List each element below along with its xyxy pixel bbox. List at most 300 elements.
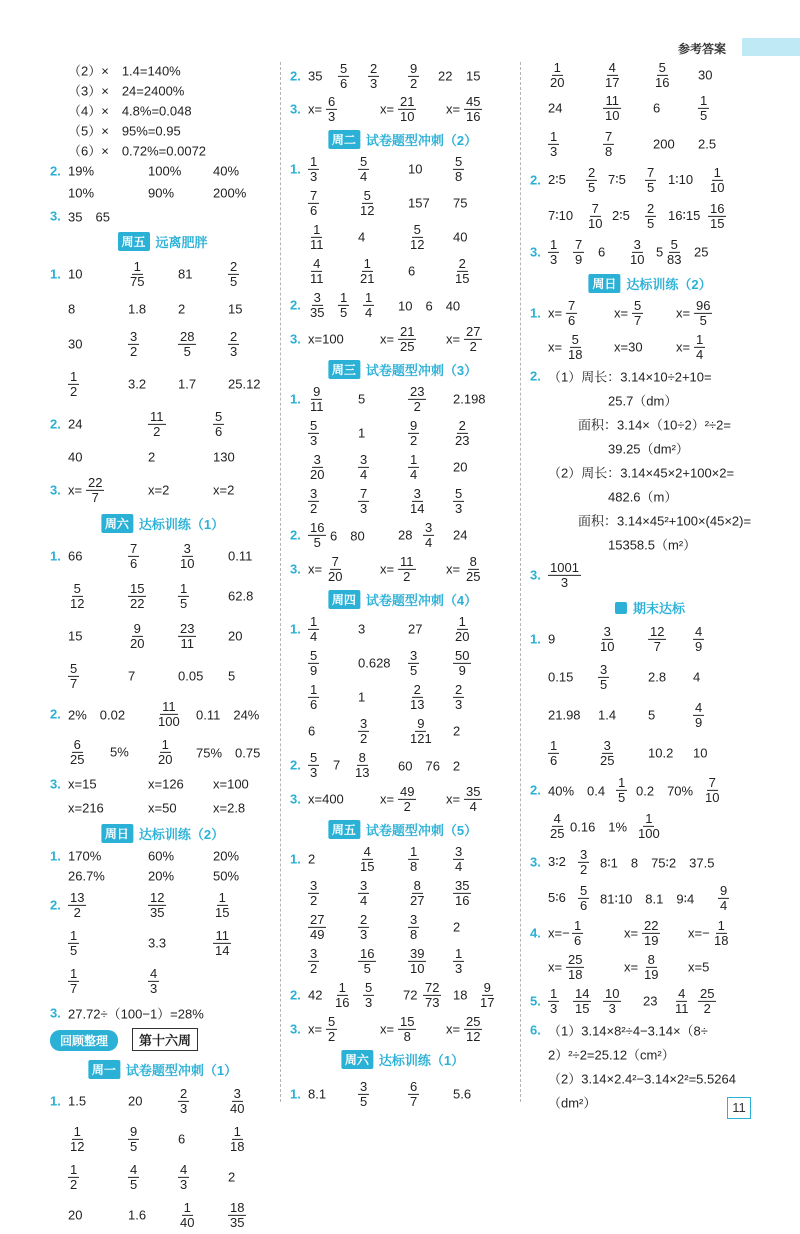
denominator: 5 — [230, 273, 238, 289]
answer-row — [290, 680, 515, 714]
numerator: 14 — [575, 985, 590, 1001]
denominator: 2 — [310, 892, 318, 908]
numerator: 9 — [313, 383, 321, 399]
fraction — [645, 202, 656, 230]
answer-row — [50, 846, 275, 866]
answer-row — [530, 126, 770, 162]
answer-value: 6 80 — [330, 528, 365, 544]
question-number: 1. — [530, 631, 541, 647]
fraction — [178, 330, 196, 358]
answer-value: 20 — [68, 1207, 83, 1223]
numerator: 5 — [571, 331, 579, 347]
fraction — [308, 189, 319, 217]
answer-value: 35 — [308, 68, 323, 84]
numerator: 16 — [310, 519, 325, 535]
answer-value: 5 — [648, 707, 656, 723]
numerator: 5 — [670, 236, 678, 252]
answer-value: x= — [446, 561, 461, 577]
fraction — [548, 987, 559, 1015]
fraction — [358, 1080, 369, 1108]
numerator: 2 — [458, 417, 466, 433]
fraction — [603, 61, 621, 89]
answer-value: 40% 0.4 — [548, 783, 606, 799]
answer-row — [290, 842, 515, 876]
numerator: 4 — [180, 1161, 188, 1177]
section-day-tag: 周四 — [328, 590, 360, 609]
numerator: 3 — [310, 945, 318, 961]
answer-value: 81∶10 8.1 9∶4 — [600, 891, 695, 907]
numerator: 2 — [588, 164, 596, 180]
answer-row — [530, 198, 770, 234]
denominator: 7 — [70, 675, 78, 691]
answer-row — [50, 1120, 275, 1158]
answer-value: x= — [380, 1021, 395, 1037]
numerator: 7 — [575, 236, 583, 252]
denominator: 18 — [568, 346, 583, 362]
answer-value: 30 — [698, 67, 713, 83]
denominator: 83 — [667, 251, 682, 267]
answer-row — [290, 382, 515, 416]
numerator: 23 — [410, 383, 425, 399]
fraction — [603, 94, 621, 122]
answer-row — [50, 160, 275, 182]
question-number: 1. — [530, 305, 541, 321]
fraction — [453, 683, 464, 711]
denominator: 10 — [588, 215, 603, 231]
answer-row — [50, 100, 275, 120]
denominator: 10 — [605, 107, 620, 123]
question-number: 3. — [50, 208, 61, 224]
answer-row — [290, 60, 515, 92]
answer-value: x= — [446, 101, 461, 117]
section-title: 达标训练（1） — [138, 517, 225, 532]
answer-row — [50, 1000, 275, 1026]
denominator: 5 — [313, 534, 321, 550]
fraction — [358, 257, 376, 285]
answer-value: （2）× 1.4=140% — [68, 63, 181, 79]
fraction — [453, 649, 471, 677]
numerator: 1 — [618, 774, 626, 790]
answer-row — [50, 140, 275, 160]
answer-row — [530, 696, 770, 734]
answer-value: 10 — [693, 745, 708, 761]
denominator: 20 — [455, 628, 470, 644]
section-title: 试卷题型冲刺（4） — [365, 593, 478, 608]
fraction — [128, 330, 139, 358]
numerator: 3 — [360, 451, 368, 467]
answer-value: 2∶5 — [548, 172, 566, 187]
numerator: 3 — [633, 236, 641, 252]
denominator: 12 — [360, 202, 375, 218]
fraction — [363, 981, 374, 1009]
denominator: 22 — [130, 595, 145, 611]
numerator: 16 — [710, 200, 725, 216]
numerator: 3 — [233, 1085, 241, 1101]
question-number: 1. — [50, 848, 61, 864]
numerator: 5 — [580, 882, 588, 898]
fraction — [148, 891, 166, 919]
numerator: 1 — [310, 613, 318, 629]
numerator: 6 — [410, 1078, 418, 1094]
fraction — [548, 561, 581, 589]
fraction — [156, 700, 182, 728]
numerator: 3 — [413, 485, 421, 501]
numerator: 2 — [180, 1085, 188, 1101]
numerator: 11 — [162, 698, 176, 714]
denominator: 7 — [653, 638, 661, 654]
numerator: 35 — [466, 783, 481, 799]
numerator: 25 — [466, 1013, 481, 1029]
answer-value: 2 — [178, 301, 186, 317]
denominator: 2 — [360, 730, 368, 746]
answer-row — [290, 288, 515, 322]
answer-value: 90% — [148, 185, 175, 201]
denominator: 5 — [700, 107, 708, 123]
answer-value: 20% — [213, 848, 240, 864]
answer-value: 200 — [653, 136, 675, 152]
fraction — [338, 62, 349, 90]
answer-value: 39.25（dm²） — [608, 441, 689, 457]
numerator: 1 — [363, 255, 371, 271]
fraction — [228, 260, 239, 288]
answer-value: x= — [676, 339, 691, 355]
answer-value: 8 — [68, 301, 76, 317]
answer-value: 0.16 1% — [570, 819, 628, 835]
fraction — [68, 929, 79, 957]
numerator: 3 — [425, 519, 433, 535]
denominator: 18 — [230, 1138, 245, 1154]
numerator: 1 — [70, 927, 78, 943]
answer-row — [530, 388, 770, 412]
answer-value: 20 — [453, 459, 468, 475]
denominator: 6 — [580, 897, 588, 913]
denominator: 16 — [455, 892, 470, 908]
denominator: 15 — [360, 858, 375, 874]
answer-row — [530, 844, 770, 880]
denominator: 3 — [455, 960, 463, 976]
answer-value: 25 — [694, 244, 709, 260]
numerator: 5 — [455, 485, 463, 501]
numerator: 1 — [180, 580, 188, 596]
denominator: 8 — [410, 926, 418, 942]
answer-value: x=50 — [148, 800, 177, 816]
denominator: 12 — [466, 1028, 481, 1044]
fraction — [68, 891, 86, 919]
numerator: 9 — [133, 620, 141, 636]
denominator: 10 — [180, 555, 195, 571]
fraction — [358, 913, 369, 941]
denominator: 6 — [215, 423, 223, 439]
numerator: 1 — [550, 236, 558, 252]
fraction — [228, 1125, 246, 1153]
numerator: 4 — [130, 1161, 138, 1177]
section-day-tag: 周六 — [101, 514, 133, 533]
denominator: 6 — [568, 312, 576, 328]
answer-row — [290, 416, 515, 450]
denominator: 6 — [310, 202, 318, 218]
fraction — [228, 1201, 246, 1229]
fraction — [308, 947, 319, 975]
answer-value: 3.2 — [128, 376, 147, 392]
fraction — [423, 521, 434, 549]
numerator: 72 — [425, 979, 440, 995]
fraction — [358, 453, 369, 481]
answer-value: 0.628 — [358, 655, 391, 671]
answer-value: 16∶15 — [668, 208, 701, 223]
numerator: 4 — [608, 59, 616, 75]
answer-row — [530, 436, 770, 460]
numerator: 1 — [70, 1161, 78, 1177]
section-title: 试卷题型冲刺（1） — [125, 1063, 238, 1078]
denominator: 3 — [370, 75, 378, 91]
answer-row — [50, 1196, 275, 1234]
question-number: 1. — [290, 391, 301, 407]
denominator: 20 — [130, 635, 145, 651]
answer-value: 5∶6 — [548, 890, 566, 905]
fraction — [548, 739, 559, 767]
section-caption — [117, 232, 207, 251]
denominator: 5 — [130, 1138, 138, 1154]
question-number: 2. — [290, 987, 301, 1003]
numerator: 9 — [417, 715, 425, 731]
numerator: 18 — [230, 1199, 245, 1215]
question-number: 6. — [530, 1022, 541, 1038]
question-number: 1. — [290, 621, 301, 637]
denominator: 4 — [720, 897, 728, 913]
numerator: 11 — [400, 553, 414, 569]
answer-row — [290, 1072, 515, 1116]
fraction — [358, 487, 369, 515]
fraction — [308, 453, 326, 481]
fraction — [358, 717, 369, 745]
denominator: 2 — [413, 398, 421, 414]
fraction — [68, 582, 86, 610]
fraction — [308, 615, 319, 643]
section-caption — [101, 514, 224, 533]
answer-row — [530, 162, 770, 198]
answer-value: x= — [380, 331, 395, 347]
answer-value: x= — [446, 331, 461, 347]
section-day-tag: 周日 — [101, 824, 133, 843]
answer-value: 157 — [408, 195, 430, 211]
numerator: 1001 — [550, 559, 579, 575]
fraction — [408, 453, 419, 481]
answer-value: x=30 — [614, 339, 643, 355]
question-number: 1. — [290, 851, 301, 867]
answer-row — [290, 748, 515, 782]
answer-row — [50, 576, 275, 616]
answer-value: x=− — [688, 925, 710, 941]
answer-value: 2 — [228, 1169, 236, 1185]
fraction — [453, 615, 471, 643]
answer-row — [50, 656, 275, 696]
answer-value: 42 — [308, 987, 323, 1003]
fraction — [712, 919, 730, 947]
question-number: 2. — [50, 897, 61, 913]
denominator: 3 — [328, 108, 336, 124]
answer-value: 2.198 — [453, 391, 486, 407]
answer-value: 24 — [68, 416, 83, 432]
numerator: 5 — [413, 221, 421, 237]
denominator: 18 — [714, 932, 729, 948]
denominator: 9 — [575, 251, 583, 267]
answer-row — [50, 536, 275, 576]
answer-row — [290, 944, 515, 978]
section-caption — [328, 590, 477, 609]
answer-row — [530, 1018, 770, 1042]
denominator: 100 — [638, 825, 660, 841]
fraction — [358, 189, 376, 217]
fraction — [358, 845, 376, 873]
fraction — [228, 330, 239, 358]
answer-value: 1.7 — [178, 376, 197, 392]
fraction — [308, 487, 319, 515]
denominator: 2 — [153, 423, 161, 439]
denominator: 6 — [340, 75, 348, 91]
answer-row — [530, 880, 770, 916]
denominator: 7 — [70, 980, 78, 996]
answer-value: 3∶2 — [548, 854, 566, 869]
section-title: 试卷题型冲刺（5） — [365, 823, 478, 838]
numerator: 4 — [363, 843, 371, 859]
answer-value: 75% 0.75 — [196, 745, 261, 761]
answer-row — [530, 296, 770, 330]
denominator: 25 — [466, 568, 481, 584]
denominator: 3 — [230, 343, 238, 359]
denominator: 2 — [410, 432, 418, 448]
denominator: 4 — [425, 534, 433, 550]
denominator: 5 — [647, 215, 655, 231]
fraction — [464, 95, 482, 123]
numerator: 1 — [233, 1123, 241, 1139]
numerator: 9 — [130, 1123, 138, 1139]
answer-row — [290, 484, 515, 518]
fraction — [308, 223, 326, 251]
question-number: 3. — [290, 101, 301, 117]
fraction — [708, 166, 726, 194]
flag-icon — [615, 602, 627, 614]
fraction — [213, 410, 224, 438]
denominator: 8 — [455, 168, 463, 184]
denominator: 3 — [150, 980, 158, 996]
numerator: 3 — [410, 911, 418, 927]
answer-value: x= — [308, 561, 323, 577]
fraction — [326, 1015, 337, 1043]
fraction — [408, 947, 426, 975]
fraction — [408, 879, 426, 907]
answer-row — [530, 412, 770, 436]
denominator: 3 — [360, 500, 368, 516]
answer-value: 25.7（dm） — [608, 393, 678, 409]
answer-value: 面积：3.14×45²+100×(45×2)= — [578, 513, 752, 529]
fraction — [398, 1015, 416, 1043]
numerator: 16 — [360, 945, 375, 961]
question-number: 2. — [530, 782, 541, 798]
denominator: 40 — [180, 1214, 195, 1230]
denominator: 8 — [410, 858, 418, 874]
numerator: 1 — [553, 59, 561, 75]
section-title: 达标训练（1） — [378, 1053, 465, 1068]
fraction — [178, 542, 196, 570]
numerator: 6 — [73, 736, 81, 752]
denominator: 10 — [410, 960, 425, 976]
answer-value: x=2 — [148, 482, 170, 498]
numerator: 3 — [130, 328, 138, 344]
numerator: 4 — [678, 985, 686, 1001]
answer-value: 28 — [398, 527, 413, 543]
answer-row — [50, 294, 275, 324]
answer-value: 27 — [408, 621, 423, 637]
denominator: 15 — [455, 270, 470, 286]
denominator: 2 — [580, 861, 588, 877]
answer-value: 2.5 — [698, 136, 717, 152]
denominator: 3 — [310, 764, 318, 780]
column-separator — [280, 62, 281, 1102]
fraction — [632, 299, 643, 327]
answer-value: 24 — [453, 527, 468, 543]
answer-row — [530, 234, 770, 270]
fraction — [453, 257, 471, 285]
fraction — [308, 291, 326, 319]
numerator: 7 — [331, 553, 339, 569]
answer-value: x=15 — [68, 776, 97, 792]
fraction — [326, 555, 344, 583]
answer-value: 60 76 2 — [398, 758, 461, 774]
numerator: 2 — [230, 258, 238, 274]
denominator: 27 — [410, 892, 425, 908]
fraction — [308, 419, 319, 447]
numerator: 1 — [218, 889, 226, 905]
fraction — [358, 947, 376, 975]
fraction — [453, 155, 464, 183]
fraction — [598, 625, 616, 653]
answer-row — [50, 866, 275, 886]
fraction — [408, 845, 419, 873]
denominator: 3 — [455, 696, 463, 712]
denominator: 3 — [550, 251, 558, 267]
numerator: 7 — [310, 187, 318, 203]
numerator: 4 — [553, 810, 561, 826]
section-title: 达标训练（2） — [138, 827, 225, 842]
fraction — [453, 879, 471, 907]
section-caption — [88, 1060, 237, 1079]
numerator: 7 — [647, 164, 655, 180]
section-day-tag: 周六 — [341, 1050, 373, 1069]
question-number: 3. — [290, 331, 301, 347]
question-number: 3. — [290, 1021, 301, 1037]
fraction — [636, 812, 662, 840]
denominator: 12 — [410, 236, 425, 252]
numerator: 3 — [310, 877, 318, 893]
answer-value: （1）3.14×8²÷4−3.14×（8÷ — [548, 1023, 708, 1039]
fraction — [308, 879, 319, 907]
numerator: 5 — [365, 979, 373, 995]
numerator: 96 — [696, 297, 711, 313]
fraction — [308, 521, 326, 549]
fraction — [566, 299, 577, 327]
denominator: 16 — [655, 74, 670, 90]
denominator: 5 — [183, 343, 191, 359]
numerator: 5 — [360, 153, 368, 169]
numerator: 12 — [150, 889, 165, 905]
numerator: 5 — [73, 580, 81, 596]
denominator: 11 — [180, 635, 194, 651]
column-separator — [520, 62, 521, 1102]
denominator: 9 — [310, 662, 318, 678]
numerator: 22 — [644, 917, 659, 933]
answer-row — [290, 450, 515, 484]
numerator: 3 — [183, 540, 191, 556]
